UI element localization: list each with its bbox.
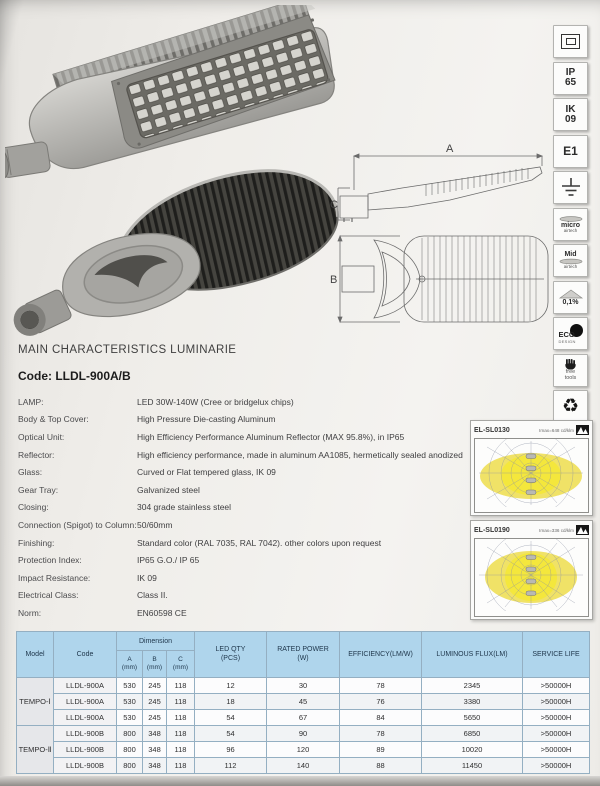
spec-value: 50/60mm bbox=[137, 519, 173, 530]
photometric-card-2 bbox=[470, 520, 593, 620]
photometric-code: EL-SL0130 bbox=[474, 426, 510, 434]
spec-label: Optical Unit: bbox=[18, 431, 65, 442]
product-code-heading: Code: LLDL-900A/B bbox=[18, 369, 131, 383]
spec-label: Norm: bbox=[18, 607, 42, 618]
recycle-icon: ♻ bbox=[553, 390, 588, 423]
spec-label: Gear Tray: bbox=[18, 484, 59, 495]
spec-label: LAMP: bbox=[18, 396, 44, 407]
spec-label: Impact Resistance: bbox=[18, 572, 91, 583]
ik09-icon: IK 09 bbox=[553, 98, 588, 131]
spec-value: EN60598 CE bbox=[137, 607, 187, 618]
model-group-cell: TEMPO-Ⅱ bbox=[17, 726, 54, 774]
col-header-dim-c: C (mm) bbox=[167, 651, 195, 678]
spec-value: Standard color (RAL 7035, RAL 7042). other colors upon request bbox=[137, 537, 382, 548]
spec-label: Glass: bbox=[18, 467, 43, 478]
col-header-dim-a: A (mm) bbox=[117, 651, 143, 678]
spec-value: IK 09 bbox=[137, 572, 157, 583]
free-tools-icon: free tools bbox=[553, 354, 588, 387]
col-header-led-qty: LED QTY (PCS) bbox=[195, 632, 267, 678]
earth-ground-icon bbox=[553, 171, 588, 204]
polar-diagram bbox=[475, 539, 588, 611]
micro-airtech-icon: micro airtech bbox=[553, 208, 588, 241]
spec-value: Galvanized steel bbox=[137, 484, 200, 495]
spec-value: High efficiency performance, made in aluminum AA1085, hermetically sealed anodized bbox=[137, 449, 463, 460]
photometric-imax: Imax=648 cd/klm bbox=[539, 427, 574, 433]
spec-row bbox=[18, 516, 470, 534]
fhs-icon: 0,1% bbox=[553, 281, 588, 314]
spec-row bbox=[18, 534, 470, 552]
photometric-code: EL-SL0190 bbox=[474, 526, 510, 534]
photometric-card-1 bbox=[470, 420, 593, 516]
ip65-icon: IP 65 bbox=[553, 62, 588, 95]
spec-label: Connection (Spigot) to Column: bbox=[18, 519, 137, 530]
model-spec-table bbox=[16, 631, 590, 774]
table-row: LLDL-900B 800 348 118 112 140 88 11450 >50000H bbox=[17, 758, 590, 774]
spec-row bbox=[18, 551, 470, 569]
dim-a-label: A bbox=[446, 143, 454, 155]
col-header-luminous-flux: LUMINOUS FLUX(LM) bbox=[422, 632, 523, 678]
col-header-service-life: SERVICE LIFE bbox=[523, 632, 590, 678]
spec-value: High Pressure Die-casting Aluminum bbox=[137, 414, 276, 425]
spec-label: Electrical Class: bbox=[18, 590, 79, 601]
dimension-drawings bbox=[330, 140, 564, 330]
spec-value: 304 grade stainless steel bbox=[137, 502, 232, 513]
spec-row bbox=[18, 604, 470, 622]
table-row: LLDL-900A 530 245 118 54 67 84 5650 >50000H bbox=[17, 710, 590, 726]
dim-c-label: C bbox=[330, 199, 338, 211]
page-edge-shadow bbox=[0, 776, 600, 786]
spec-row bbox=[18, 481, 470, 499]
spec-value: Curved or Flat tempered glass, IK 09 bbox=[137, 467, 276, 478]
spec-row bbox=[18, 569, 470, 587]
spec-row bbox=[18, 463, 470, 481]
col-header-code: Code bbox=[54, 632, 117, 678]
street-light-back-render bbox=[5, 153, 350, 340]
lab-logo-icon bbox=[576, 525, 589, 535]
spec-row bbox=[18, 446, 470, 464]
spec-label: Closing: bbox=[18, 502, 49, 513]
spec-row bbox=[18, 411, 470, 429]
class-ii-insulation-icon bbox=[553, 25, 588, 58]
table-row: TEMPO-Ⅰ LLDL-900A 530 245 118 12 30 78 2345 >50000H bbox=[17, 678, 590, 694]
col-header-dimension: Dimension bbox=[117, 632, 195, 651]
spec-row bbox=[18, 587, 470, 605]
street-light-front-render bbox=[5, 5, 345, 200]
spec-value: IP65 G.O./ IP 65 bbox=[137, 555, 200, 566]
col-header-efficiency: EFFICIENCY(LM/W) bbox=[340, 632, 422, 678]
table-row: LLDL-900B 800 348 118 96 120 89 10020 >50000H bbox=[17, 742, 590, 758]
e1-icon: E1 bbox=[553, 135, 588, 168]
spec-label: Reflector: bbox=[18, 449, 55, 460]
col-header-dim-b: B (mm) bbox=[143, 651, 167, 678]
dim-b-label: B bbox=[330, 274, 338, 286]
mid-airtech-icon: Mid airtech bbox=[553, 244, 588, 277]
spec-value: Class II. bbox=[137, 590, 168, 601]
table-row: TEMPO-Ⅱ LLDL-900B 800 348 118 54 90 78 6850 >50000H bbox=[17, 726, 590, 742]
spec-label: Finishing: bbox=[18, 537, 55, 548]
eco-design-icon: ECO DESIGN bbox=[553, 317, 588, 350]
characteristics-list bbox=[18, 393, 470, 622]
spec-row bbox=[18, 393, 470, 411]
model-group-cell: TEMPO-Ⅰ bbox=[17, 678, 54, 726]
spec-label: Protection Index: bbox=[18, 555, 82, 566]
photometric-imax: Imax=336 cd/klm bbox=[539, 527, 574, 533]
product-photos bbox=[5, 5, 355, 340]
polar-diagram bbox=[475, 439, 588, 507]
col-header-rated-power: RATED POWER (W) bbox=[267, 632, 340, 678]
spec-label: Body & Top Cover: bbox=[18, 414, 89, 425]
lab-logo-icon bbox=[576, 425, 589, 435]
certification-icons bbox=[553, 25, 588, 423]
page-title: MAIN CHARACTERISTICS LUMINARIE bbox=[18, 344, 237, 356]
spec-row bbox=[18, 499, 470, 517]
spec-value: LED 30W-140W (Cree or bridgelux chips) bbox=[137, 396, 294, 407]
spec-row bbox=[18, 428, 470, 446]
table-row: LLDL-900A 530 245 118 18 45 76 3380 >50000H bbox=[17, 694, 590, 710]
spec-value: High Efficiency Performance Aluminum Reflector (MAX 95.8%), in IP65 bbox=[137, 431, 405, 442]
col-header-model: Model bbox=[17, 632, 54, 678]
